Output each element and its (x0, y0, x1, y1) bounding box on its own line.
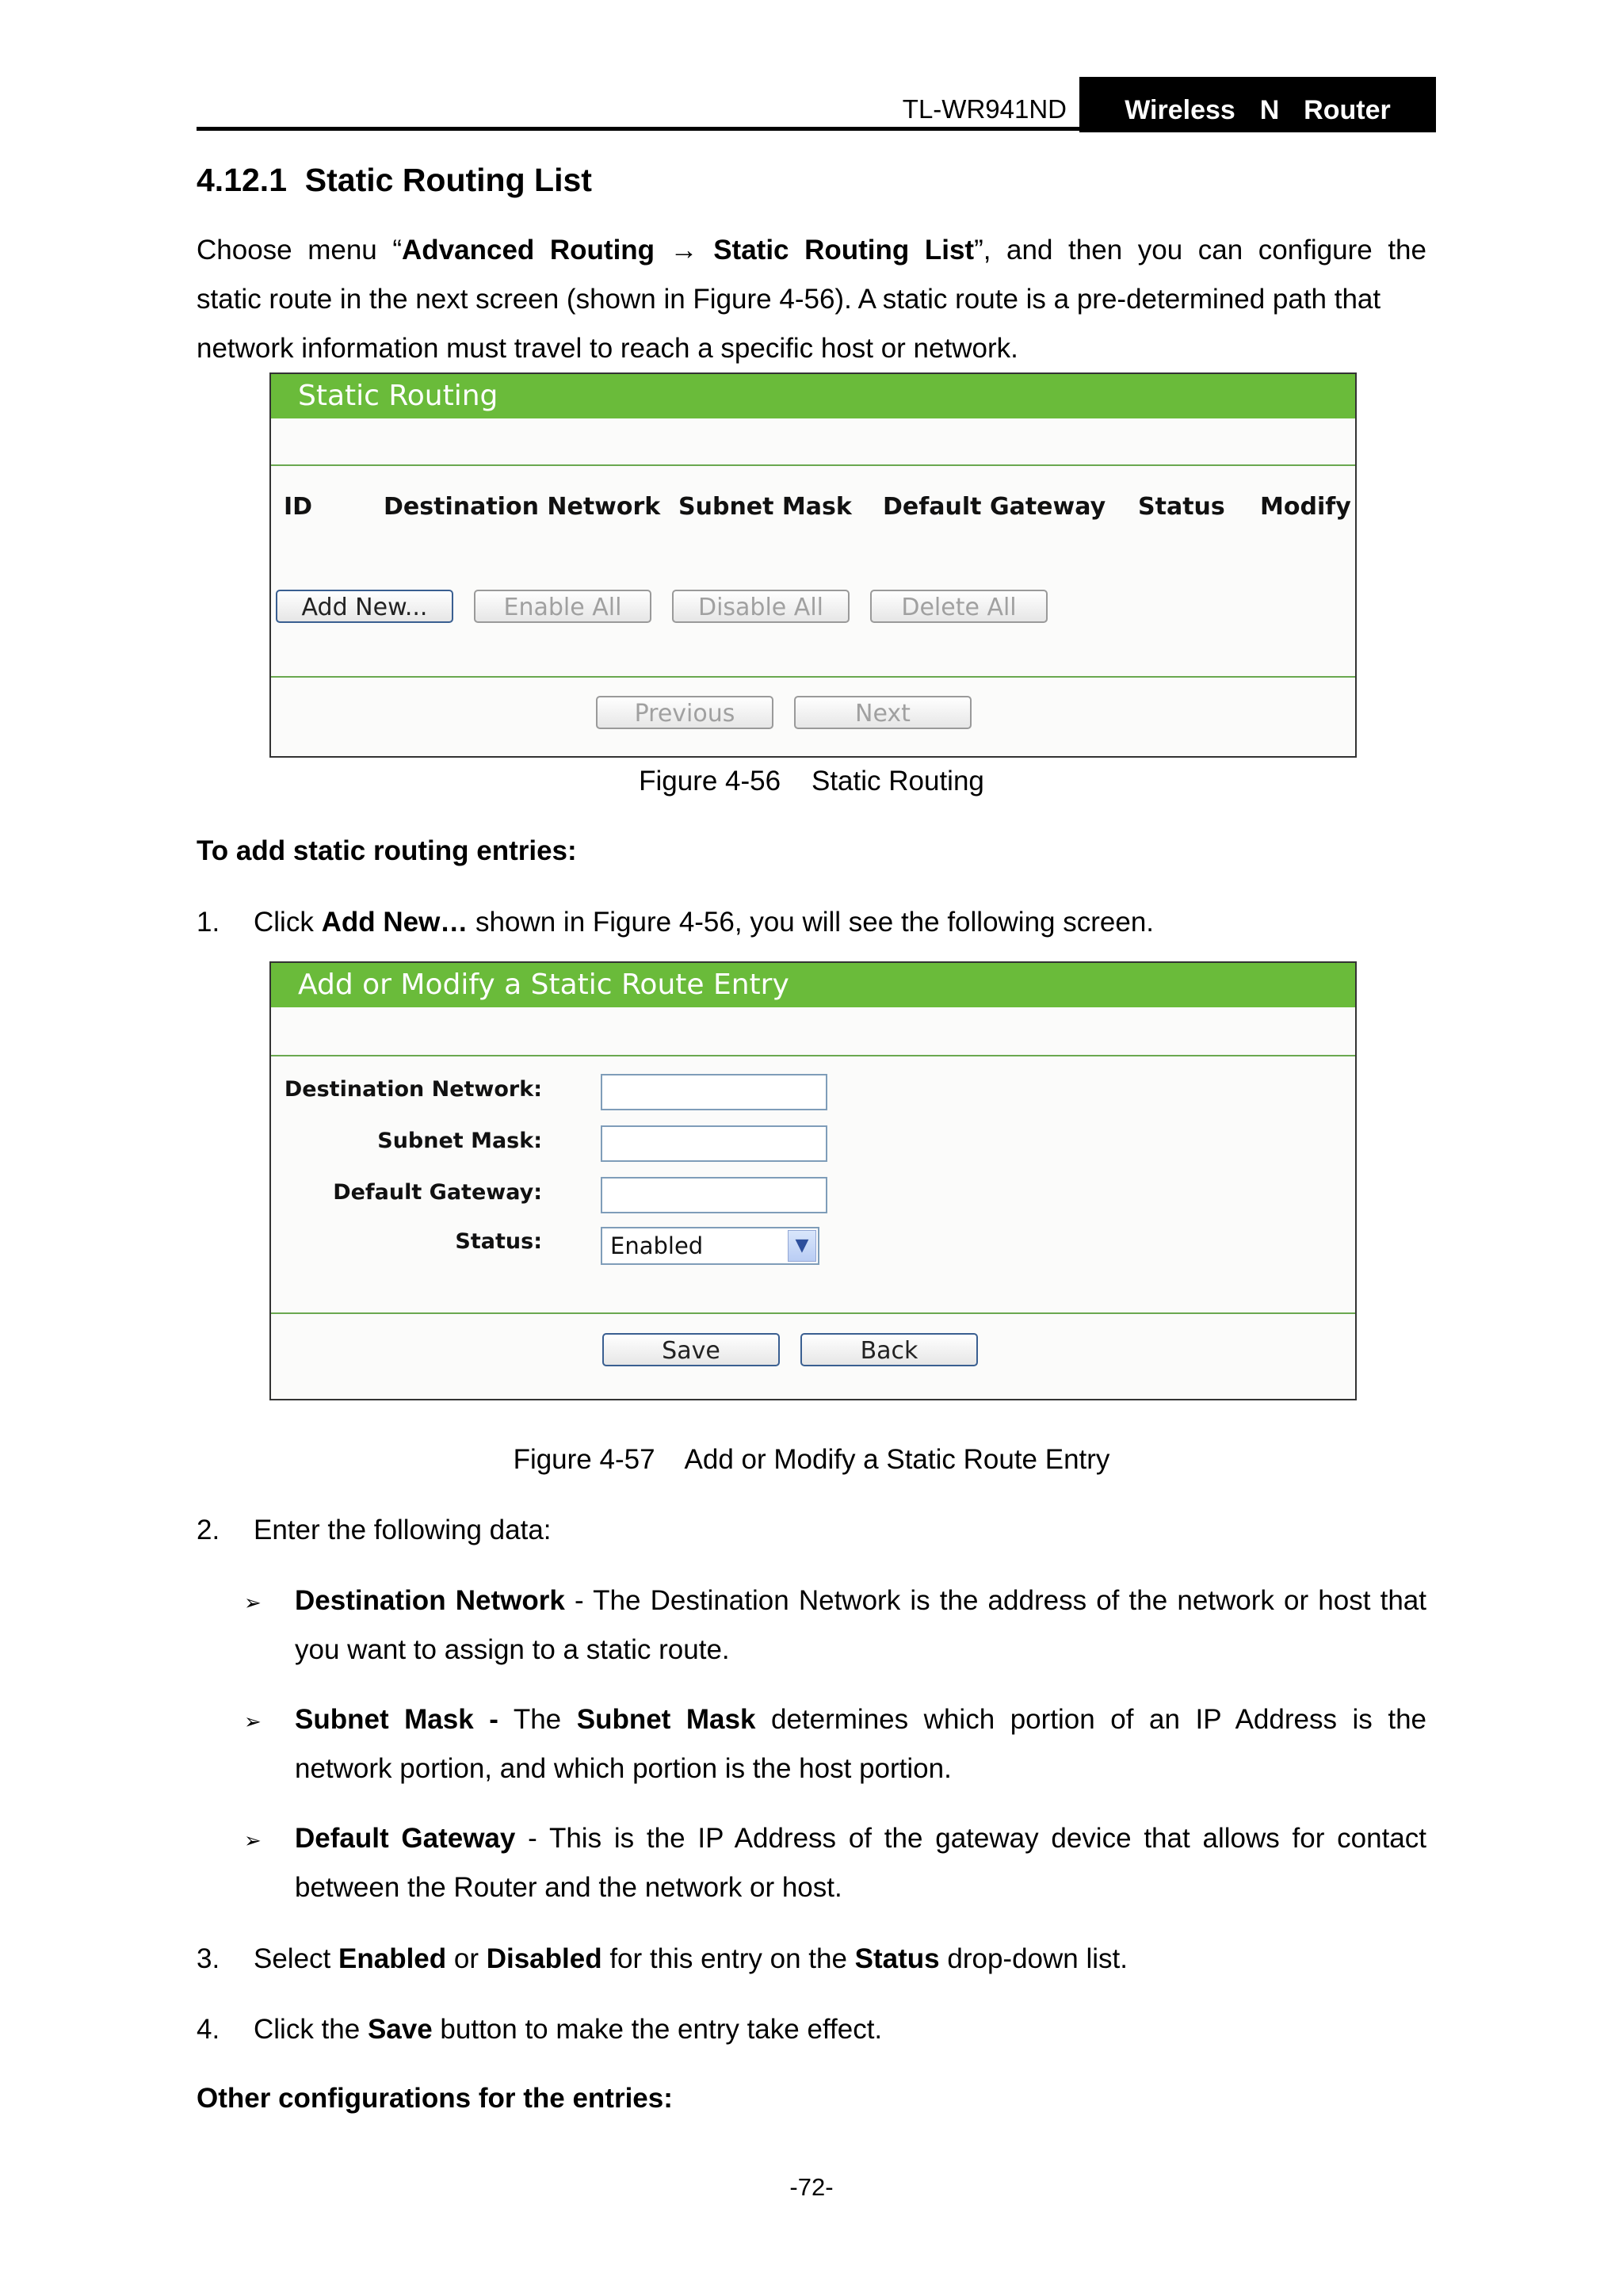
step-1-number: 1. (197, 907, 220, 938)
panel-divider (271, 1312, 1355, 1314)
step-2-text: Enter the following data: (254, 1515, 552, 1545)
panel-divider (271, 676, 1355, 678)
default-gateway-input[interactable] (601, 1177, 827, 1213)
step-text: shown in Figure 4-56, you will see the following screen. (468, 907, 1155, 938)
bullet-arrow-icon: ➢ (244, 1710, 262, 1733)
section-title: 4.12.1 Static Routing List (197, 162, 592, 198)
panel-divider (271, 464, 1355, 466)
disable-all-button[interactable]: Disable All (672, 590, 850, 623)
header-model: TL-WR941ND (902, 94, 1067, 124)
intro-paragraph (197, 226, 1426, 373)
bullet-arrow-icon: ➢ (244, 1591, 262, 1614)
step-term: Save (367, 2014, 433, 2045)
intro-line-2: static route in the next screen (shown in Figure 4-56). A static route is a pre-determined path that (197, 284, 1381, 315)
step-1-text (254, 905, 1154, 940)
bullet-term: Subnet Mask - (295, 1704, 498, 1735)
destination-network-input[interactable] (601, 1074, 827, 1110)
column-default-gateway: Default Gateway (883, 493, 1106, 521)
default-gateway-label: Default Gateway: (333, 1180, 542, 1205)
back-button[interactable]: Back (800, 1333, 978, 1366)
header-product: Wireless N Router (1125, 95, 1391, 125)
bullet-term: Subnet Mask (576, 1704, 756, 1735)
bullet-term: Default Gateway (295, 1823, 516, 1854)
intro-text: ”, and then you can configure the (974, 235, 1426, 266)
step-text: for this entry on the (601, 1943, 855, 1974)
step-text: or (446, 1943, 487, 1974)
bullet-subnet-mask (295, 1695, 1426, 1794)
delete-all-button[interactable]: Delete All (870, 590, 1048, 623)
step-term: Enabled (338, 1943, 447, 1974)
step-term: Disabled (486, 1943, 602, 1974)
intro-line-1 (197, 226, 1426, 275)
step-text: button to make the entry take effect. (432, 2014, 883, 2045)
subnet-mask-label: Subnet Mask: (377, 1129, 542, 1153)
bullet-text: - The Destination Network is the address of the network or host that (564, 1585, 1426, 1616)
bullet-destination-network (295, 1576, 1426, 1675)
bullet-line (295, 1814, 1426, 1863)
static-routing-panel (269, 372, 1357, 758)
bullet-line: between the Router and the network or host. (295, 1872, 842, 1903)
bullet-line: network portion, and which portion is the host portion. (295, 1753, 952, 1784)
bullet-default-gateway (295, 1814, 1426, 1912)
menu-path: Advanced Routing → Static Routing List (402, 235, 975, 266)
bullet-text: determines which portion of an IP Address is the (755, 1704, 1426, 1735)
step-term: Add New… (321, 907, 468, 938)
header-rule (197, 127, 1436, 131)
intro-line-3: network information must travel to reach a specific host or network. (197, 333, 1018, 364)
intro-text: Choose menu “ (197, 235, 403, 266)
add-new-button[interactable]: Add New... (276, 590, 453, 623)
bullet-line (295, 1576, 1426, 1626)
status-select[interactable] (601, 1227, 819, 1265)
bullet-line: you want to assign to a static route. (295, 1634, 730, 1665)
column-destination-network: Destination Network (384, 493, 661, 521)
destination-network-label: Destination Network: (284, 1077, 542, 1102)
step-3-number: 3. (197, 1943, 220, 1974)
add-entries-heading: To add static routing entries: (197, 835, 577, 866)
step-term: Status (854, 1943, 940, 1974)
bullet-line (295, 1695, 1426, 1744)
column-subnet-mask: Subnet Mask (678, 493, 852, 521)
save-button[interactable]: Save (602, 1333, 780, 1366)
step-4-number: 4. (197, 2014, 220, 2045)
step-text: drop-down list. (939, 1943, 1128, 1974)
step-2-number: 2. (197, 1515, 220, 1545)
previous-button[interactable]: Previous (596, 696, 773, 729)
column-id: ID (284, 493, 313, 521)
bullet-text: The (498, 1704, 577, 1735)
bullet-text: - This is the IP Address of the gateway device that allows for contact (515, 1823, 1426, 1854)
page-number: -72- (789, 2173, 834, 2201)
bullet-term: Destination Network (295, 1585, 565, 1616)
step-text: Click (254, 907, 322, 938)
column-status: Status (1138, 493, 1225, 521)
add-modify-route-panel (269, 961, 1357, 1400)
column-modify: Modify (1260, 493, 1351, 521)
step-3-text (254, 1942, 1128, 1977)
form-labels (271, 963, 542, 1399)
panel-title: Add or Modify a Static Route Entry (271, 963, 1355, 1007)
chevron-down-icon[interactable]: ▼ (788, 1230, 816, 1262)
status-label: Status: (455, 1229, 542, 1254)
figure-57-caption: Figure 4-57 Add or Modify a Static Route Entry (513, 1444, 1110, 1475)
step-text: Click the (254, 2014, 368, 2045)
enable-all-button[interactable]: Enable All (474, 590, 651, 623)
status-select-value: Enabled (610, 1232, 704, 1259)
bullet-arrow-icon: ➢ (244, 1828, 262, 1852)
next-button[interactable]: Next (794, 696, 972, 729)
panel-title: Static Routing (271, 374, 1355, 418)
figure-56-caption: Figure 4-56 Static Routing (639, 766, 984, 797)
subnet-mask-input[interactable] (601, 1125, 827, 1162)
other-config-heading: Other configurations for the entries: (197, 2083, 673, 2114)
step-text: Select (254, 1943, 338, 1974)
step-4-text (254, 2012, 882, 2047)
